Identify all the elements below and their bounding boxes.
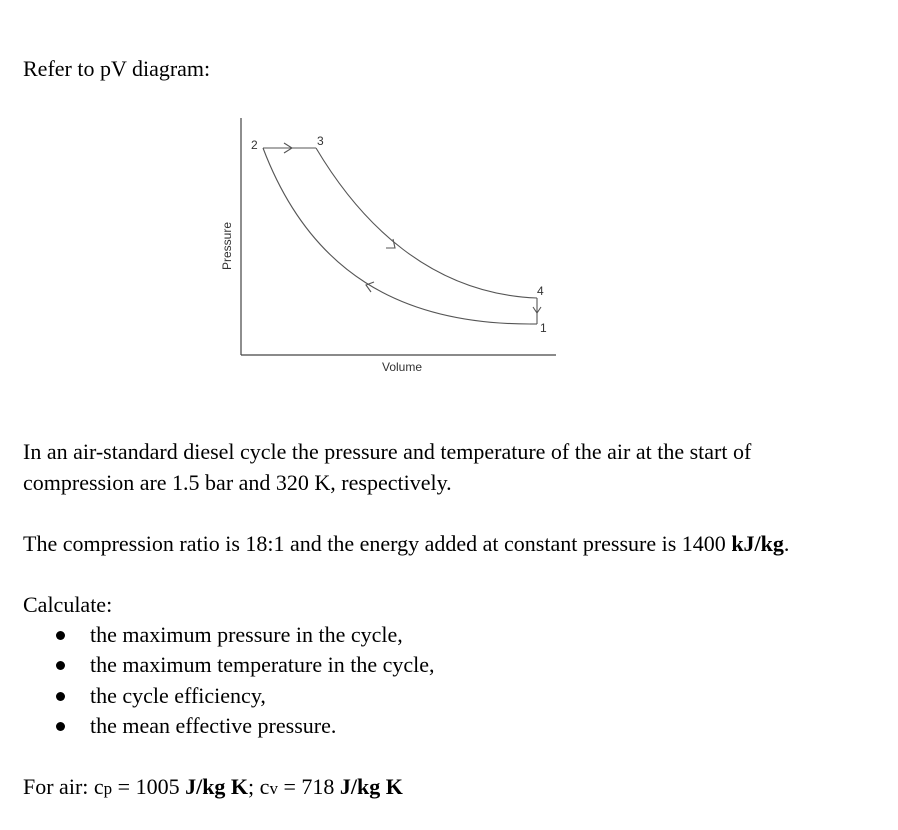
intro-text: Refer to pV diagram: (23, 56, 211, 81)
list-item: the maximum pressure in the cycle, (0, 620, 435, 650)
task-list (0, 620, 435, 741)
x-axis-label: Volume (382, 360, 423, 374)
air-properties: For air: cp = 1005 J/kg K; cv = 718 J/kg K (23, 774, 403, 799)
bullet-icon (56, 631, 65, 640)
bullet-icon (56, 692, 65, 701)
y-axis-label: Pressure (220, 221, 234, 270)
list-item: the cycle efficiency, (0, 681, 435, 711)
state-label-1: 1 (540, 321, 547, 335)
state-label-4: 4 (537, 284, 544, 298)
energy-unit: kJ/kg (731, 531, 784, 556)
state-label-3: 3 (317, 134, 324, 148)
cp-unit: J/kg K (185, 774, 249, 799)
state-label-2: 2 (251, 138, 258, 152)
compression-curve (263, 148, 530, 324)
bullet-icon (56, 722, 65, 731)
arrow-3-4 (386, 239, 395, 248)
list-item: the mean effective pressure. (0, 711, 435, 741)
bullet-icon (56, 661, 65, 670)
problem-line-1: In an air-standard diesel cycle the pressure and temperature of the air at the start of (23, 439, 752, 464)
list-item: the maximum temperature in the cycle, (0, 650, 435, 680)
cv-unit: J/kg K (339, 774, 403, 799)
calculate-heading: Calculate: (23, 592, 113, 617)
pv-diagram (200, 112, 570, 382)
compression-ratio-text: The compression ratio is 18:1 and the energy added at constant pressure is 1400 kJ/kg. (23, 531, 790, 556)
problem-line-2: compression are 1.5 bar and 320 K, respectively. (23, 470, 452, 495)
expansion-curve (316, 148, 537, 298)
